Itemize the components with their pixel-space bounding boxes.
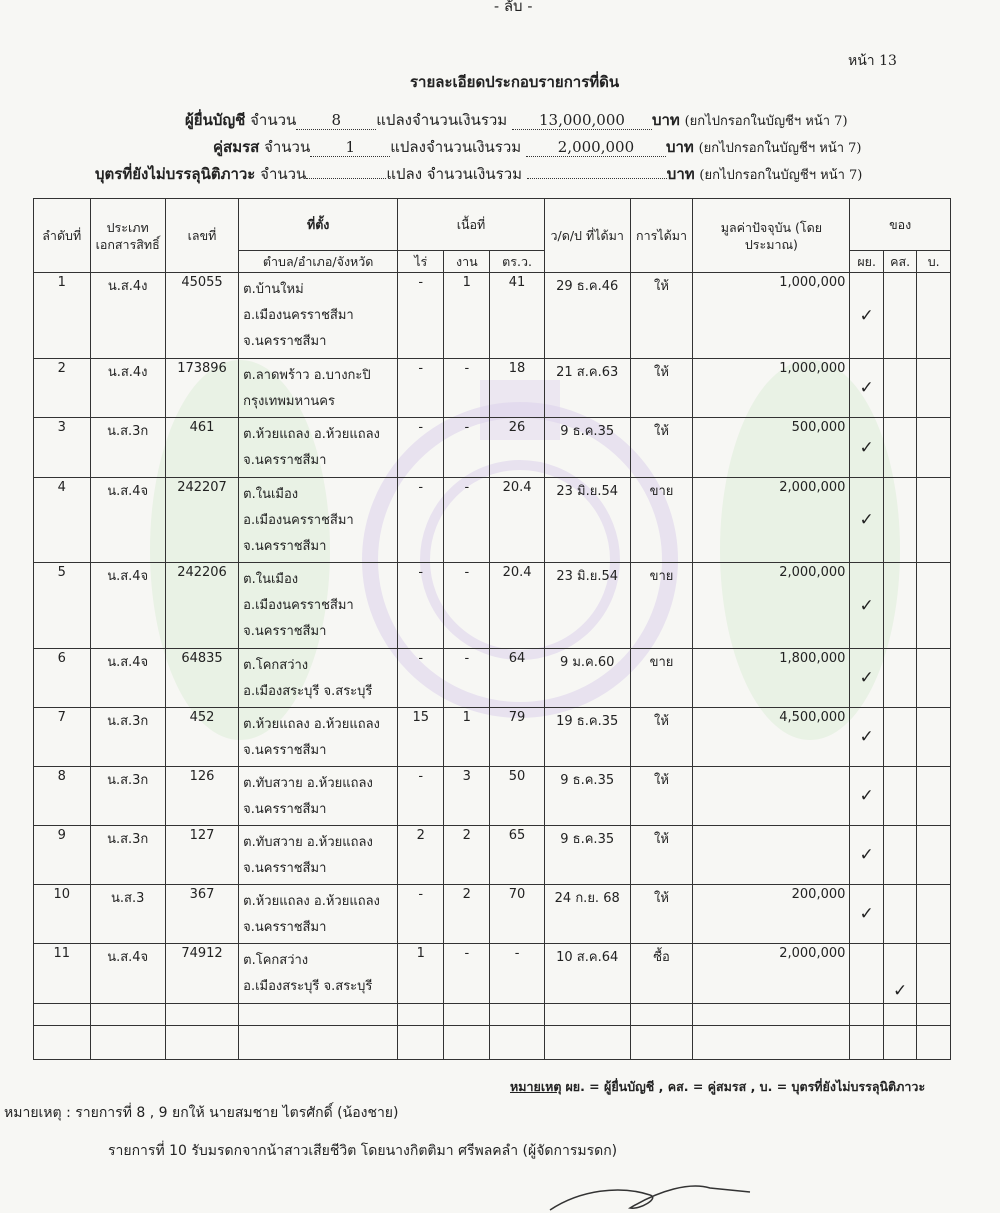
row-doc-no: 45055 xyxy=(165,273,238,359)
empty-cell xyxy=(444,1026,490,1060)
table-row xyxy=(34,708,951,767)
row-doc-no: 367 xyxy=(165,885,238,944)
empty-cell xyxy=(165,1004,238,1026)
row-no: 5 xyxy=(34,563,91,649)
row-no: 3 xyxy=(34,418,91,478)
table-row xyxy=(34,649,951,708)
row-own-spouse xyxy=(883,418,916,478)
row-no: 6 xyxy=(34,649,91,708)
location-line: อ.เมืองนครราชสีมา xyxy=(243,308,354,323)
location-line: จ.นครราชสีมา xyxy=(243,802,327,817)
land-table xyxy=(33,198,951,1060)
row-date: 23 มิ.ย.54 xyxy=(544,563,630,649)
table-row xyxy=(34,478,951,563)
location-line: ต.ห้วยแถลง อ.ห้วยแถลง xyxy=(243,427,380,442)
row-rai: 15 xyxy=(398,708,444,767)
row-location xyxy=(239,563,398,649)
row-value: 2,000,000 xyxy=(693,563,850,649)
row-location xyxy=(239,478,398,563)
row-doc-no: 74912 xyxy=(165,944,238,1004)
empty-cell xyxy=(630,1026,693,1060)
row-ngan: - xyxy=(444,649,490,708)
row-no: 11 xyxy=(34,944,91,1004)
row-own-spouse xyxy=(883,885,916,944)
header-wa: ตร.ว. xyxy=(490,251,544,273)
location-line: จ.นครราชสีมา xyxy=(243,743,327,758)
location-line: จ.นครราชสีมา xyxy=(243,453,327,468)
empty-row xyxy=(34,1026,951,1060)
row-wa: 64 xyxy=(490,649,544,708)
row-doc-type: น.ส.4จ xyxy=(90,944,165,1004)
row-value: 4,500,000 xyxy=(693,708,850,767)
table-row xyxy=(34,944,951,1004)
location-line: อ.เมืองนครราชสีมา xyxy=(243,598,354,613)
row-location xyxy=(239,885,398,944)
row-own-spouse xyxy=(883,708,916,767)
location-line: อ.เมืองสระบุรี จ.สระบุรี xyxy=(243,684,373,699)
row-own-child xyxy=(917,418,951,478)
row-no: 1 xyxy=(34,273,91,359)
row-ngan: - xyxy=(444,944,490,1004)
location-line: กรุงเทพมหานคร xyxy=(243,394,335,409)
row-own-spouse xyxy=(883,478,916,563)
location-line: จ.นครราชสีมา xyxy=(243,334,327,349)
summary-spouse: คู่สมรส จำนวน 1 แปลงจำนวนเงินรวม 2,000,000 บาท (ยกไปกรอกในบัญชีฯ หน้า 7) xyxy=(213,138,862,156)
location-line: ต.ในเมือง xyxy=(243,487,299,502)
empty-cell xyxy=(165,1026,238,1060)
header-acquire: การได้มา xyxy=(630,199,693,273)
row-acquire: ให้ xyxy=(630,418,693,478)
page-number: หน้า 13 xyxy=(848,53,897,69)
empty-cell xyxy=(398,1004,444,1026)
row-ngan: 3 xyxy=(444,767,490,826)
row-value xyxy=(693,826,850,885)
row-own-child xyxy=(917,649,951,708)
row-own-spouse xyxy=(883,649,916,708)
row-value: 500,000 xyxy=(693,418,850,478)
location-line: ต.ห้วยแถลง อ.ห้วยแถลง xyxy=(243,894,380,909)
location-line: ต.ในเมือง xyxy=(243,572,299,587)
row-ngan: 1 xyxy=(444,273,490,359)
row-value: 1,000,000 xyxy=(693,359,850,418)
remark-2: รายการที่ 10 รับมรดกจากน้าสาวเสียชีวิต โดยนางกิตติมา ศรีพลคลำ (ผู้จัดการมรดก) xyxy=(108,1143,618,1159)
remark-1: หมายเหตุ : รายการที่ 8 , 9 ยกให้ นายสมชาย ไตรศักดิ์ (น้องชาย) xyxy=(4,1105,399,1121)
empty-cell xyxy=(490,1026,544,1060)
row-value: 2,000,000 xyxy=(693,944,850,1004)
row-own-self: ✓ xyxy=(850,563,883,649)
page-title: รายละเอียดประกอบรายการที่ดิน xyxy=(410,73,620,91)
empty-cell xyxy=(239,1004,398,1026)
row-doc-no: 452 xyxy=(165,708,238,767)
row-own-child xyxy=(917,826,951,885)
row-doc-no: 126 xyxy=(165,767,238,826)
row-doc-no: 242207 xyxy=(165,478,238,563)
row-own-spouse: ✓ xyxy=(883,944,916,1004)
row-doc-type: น.ส.3ก xyxy=(90,708,165,767)
table-row xyxy=(34,359,951,418)
row-wa: 79 xyxy=(490,708,544,767)
table-row xyxy=(34,418,951,478)
row-value: 200,000 xyxy=(693,885,850,944)
row-location xyxy=(239,418,398,478)
empty-cell xyxy=(544,1004,630,1026)
row-own-spouse xyxy=(883,767,916,826)
row-ngan: 1 xyxy=(444,708,490,767)
row-value: 1,000,000 xyxy=(693,273,850,359)
empty-cell xyxy=(850,1004,883,1026)
row-own-self: ✓ xyxy=(850,478,883,563)
row-own-self: ✓ xyxy=(850,418,883,478)
row-rai: - xyxy=(398,418,444,478)
row-own-self: ✓ xyxy=(850,273,883,359)
row-doc-type: น.ส.4ง xyxy=(90,273,165,359)
location-line: ต.ทับสวาย อ.ห้วยแถลง xyxy=(243,776,373,791)
row-doc-no: 64835 xyxy=(165,649,238,708)
header-location: ที่ตั้ง xyxy=(239,199,398,251)
row-doc-type: น.ส.4จ xyxy=(90,563,165,649)
row-no: 2 xyxy=(34,359,91,418)
row-location xyxy=(239,273,398,359)
empty-cell xyxy=(917,1026,951,1060)
table-row xyxy=(34,885,951,944)
row-ngan: 2 xyxy=(444,885,490,944)
row-own-self: ✓ xyxy=(850,885,883,944)
row-location xyxy=(239,359,398,418)
row-own-self xyxy=(850,944,883,1004)
row-ngan: - xyxy=(444,418,490,478)
header-no: ลำดับที่ xyxy=(34,199,91,273)
row-date: 9 ธ.ค.35 xyxy=(544,418,630,478)
location-line: ต.ห้วยแถลง อ.ห้วยแถลง xyxy=(243,717,380,732)
row-acquire: ขาย xyxy=(630,563,693,649)
row-location xyxy=(239,767,398,826)
legend: หมายเหตุ ผย. = ผู้ยื่นบัญชี , คส. = คู่สมรส , บ. = บุตรที่ยังไม่บรรลุนิติภาวะ xyxy=(510,1079,926,1094)
empty-cell xyxy=(693,1004,850,1026)
row-own-spouse xyxy=(883,826,916,885)
location-line: ต.โคกสว่าง xyxy=(243,658,309,673)
row-wa: 50 xyxy=(490,767,544,826)
header-value: มูลค่าปัจจุบัน (โดยประมาณ) xyxy=(693,199,850,273)
row-value xyxy=(693,767,850,826)
row-acquire: ให้ xyxy=(630,767,693,826)
header-own-spouse: คส. xyxy=(883,251,916,273)
header-date: ว/ด/ป ที่ได้มา xyxy=(544,199,630,273)
location-line: จ.นครราชสีมา xyxy=(243,861,327,876)
row-ngan: - xyxy=(444,359,490,418)
row-ngan: - xyxy=(444,478,490,563)
location-line: ต.โคกสว่าง xyxy=(243,953,309,968)
row-own-self: ✓ xyxy=(850,708,883,767)
row-acquire: ให้ xyxy=(630,273,693,359)
empty-cell xyxy=(544,1026,630,1060)
row-doc-no: 127 xyxy=(165,826,238,885)
empty-cell xyxy=(490,1004,544,1026)
row-location xyxy=(239,649,398,708)
empty-cell xyxy=(34,1026,91,1060)
row-acquire: ซื้อ xyxy=(630,944,693,1004)
signature xyxy=(540,1180,760,1213)
row-wa: 20.4 xyxy=(490,478,544,563)
table-row xyxy=(34,273,951,359)
row-own-child xyxy=(917,767,951,826)
row-rai: 1 xyxy=(398,944,444,1004)
row-wa: 26 xyxy=(490,418,544,478)
empty-cell xyxy=(90,1026,165,1060)
row-own-child xyxy=(917,563,951,649)
row-no: 4 xyxy=(34,478,91,563)
empty-cell xyxy=(883,1004,916,1026)
location-line: ต.ลาดพร้าว อ.บางกะปิ xyxy=(243,368,371,383)
empty-cell xyxy=(398,1026,444,1060)
header-location-sub: ตำบล/อำเภอ/จังหวัด xyxy=(239,251,398,273)
empty-cell xyxy=(239,1026,398,1060)
header-own-self: ผย. xyxy=(850,251,883,273)
table-row xyxy=(34,563,951,649)
empty-cell xyxy=(90,1004,165,1026)
location-line: อ.เมืองสระบุรี จ.สระบุรี xyxy=(243,979,373,994)
row-own-self: ✓ xyxy=(850,826,883,885)
location-line: จ.นครราชสีมา xyxy=(243,920,327,935)
row-own-child xyxy=(917,478,951,563)
row-doc-type: น.ส.3 xyxy=(90,885,165,944)
row-rai: - xyxy=(398,649,444,708)
row-rai: - xyxy=(398,767,444,826)
row-own-child xyxy=(917,708,951,767)
row-date: 9 ม.ค.60 xyxy=(544,649,630,708)
row-value: 2,000,000 xyxy=(693,478,850,563)
header-doc-type: ประเภทเอกสารสิทธิ์ xyxy=(90,199,165,273)
row-no: 10 xyxy=(34,885,91,944)
row-location xyxy=(239,708,398,767)
header-own-child: บ. xyxy=(917,251,951,273)
row-own-spouse xyxy=(883,273,916,359)
row-acquire: ให้ xyxy=(630,359,693,418)
row-rai: - xyxy=(398,478,444,563)
location-line: จ.นครราชสีมา xyxy=(243,624,327,639)
row-own-child xyxy=(917,273,951,359)
row-date: 23 มิ.ย.54 xyxy=(544,478,630,563)
row-date: 19 ธ.ค.35 xyxy=(544,708,630,767)
row-own-self: ✓ xyxy=(850,359,883,418)
empty-cell xyxy=(850,1026,883,1060)
row-wa: 20.4 xyxy=(490,563,544,649)
row-wa: 70 xyxy=(490,885,544,944)
row-location xyxy=(239,944,398,1004)
header-ngan: งาน xyxy=(444,251,490,273)
row-date: 9 ธ.ค.35 xyxy=(544,826,630,885)
row-own-child xyxy=(917,885,951,944)
summary-filer: ผู้ยื่นบัญชี จำนวน 8 แปลงจำนวนเงินรวม 13,000,000 บาท (ยกไปกรอกในบัญชีฯ หน้า 7) xyxy=(185,111,848,129)
row-doc-type: น.ส.3ก xyxy=(90,826,165,885)
row-doc-no: 242206 xyxy=(165,563,238,649)
row-rai: - xyxy=(398,563,444,649)
row-date: 9 ธ.ค.35 xyxy=(544,767,630,826)
table-row xyxy=(34,826,951,885)
row-own-self: ✓ xyxy=(850,767,883,826)
row-doc-no: 461 xyxy=(165,418,238,478)
row-acquire: ให้ xyxy=(630,885,693,944)
row-rai: - xyxy=(398,273,444,359)
row-no: 9 xyxy=(34,826,91,885)
empty-cell xyxy=(34,1004,91,1026)
row-acquire: ให้ xyxy=(630,826,693,885)
row-acquire: ขาย xyxy=(630,478,693,563)
header-doc-no: เลขที่ xyxy=(165,199,238,273)
row-date: 21 ส.ค.63 xyxy=(544,359,630,418)
row-wa: 41 xyxy=(490,273,544,359)
table-row xyxy=(34,767,951,826)
row-ngan: - xyxy=(444,563,490,649)
empty-cell xyxy=(917,1004,951,1026)
row-own-spouse xyxy=(883,359,916,418)
row-doc-no: 173896 xyxy=(165,359,238,418)
header-owner: ของ xyxy=(850,199,951,251)
row-rai: 2 xyxy=(398,826,444,885)
row-wa: 65 xyxy=(490,826,544,885)
location-line: ต.บ้านใหม่ xyxy=(243,282,304,297)
page-top: - ลับ - xyxy=(494,0,533,15)
empty-cell xyxy=(693,1026,850,1060)
row-date: 29 ธ.ค.46 xyxy=(544,273,630,359)
row-date: 24 ก.ย. 68 xyxy=(544,885,630,944)
row-own-spouse xyxy=(883,563,916,649)
row-doc-type: น.ส.4จ xyxy=(90,478,165,563)
row-acquire: ขาย xyxy=(630,649,693,708)
row-doc-type: น.ส.4จ xyxy=(90,649,165,708)
row-no: 8 xyxy=(34,767,91,826)
row-doc-type: น.ส.3ก xyxy=(90,767,165,826)
row-date: 10 ส.ค.64 xyxy=(544,944,630,1004)
row-doc-type: น.ส.4ง xyxy=(90,359,165,418)
row-no: 7 xyxy=(34,708,91,767)
location-line: จ.นครราชสีมา xyxy=(243,539,327,554)
row-rai: - xyxy=(398,885,444,944)
summary-child: บุตรที่ยังไม่บรรลุนิติภาวะ จำนวน แปลง จำนวนเงินรวม บาท (ยกไปกรอกในบัญชีฯ หน้า 7) xyxy=(95,165,863,183)
row-rai: - xyxy=(398,359,444,418)
location-line: อ.เมืองนครราชสีมา xyxy=(243,513,354,528)
row-doc-type: น.ส.3ก xyxy=(90,418,165,478)
row-own-self: ✓ xyxy=(850,649,883,708)
row-ngan: 2 xyxy=(444,826,490,885)
empty-cell xyxy=(444,1004,490,1026)
row-wa: - xyxy=(490,944,544,1004)
empty-row xyxy=(34,1004,951,1026)
header-rai: ไร่ xyxy=(398,251,444,273)
row-location xyxy=(239,826,398,885)
empty-cell xyxy=(630,1004,693,1026)
empty-cell xyxy=(883,1026,916,1060)
row-wa: 18 xyxy=(490,359,544,418)
location-line: ต.ทับสวาย อ.ห้วยแถลง xyxy=(243,835,373,850)
row-own-child xyxy=(917,944,951,1004)
row-own-child xyxy=(917,359,951,418)
header-area: เนื้อที่ xyxy=(398,199,545,251)
row-value: 1,800,000 xyxy=(693,649,850,708)
row-acquire: ให้ xyxy=(630,708,693,767)
